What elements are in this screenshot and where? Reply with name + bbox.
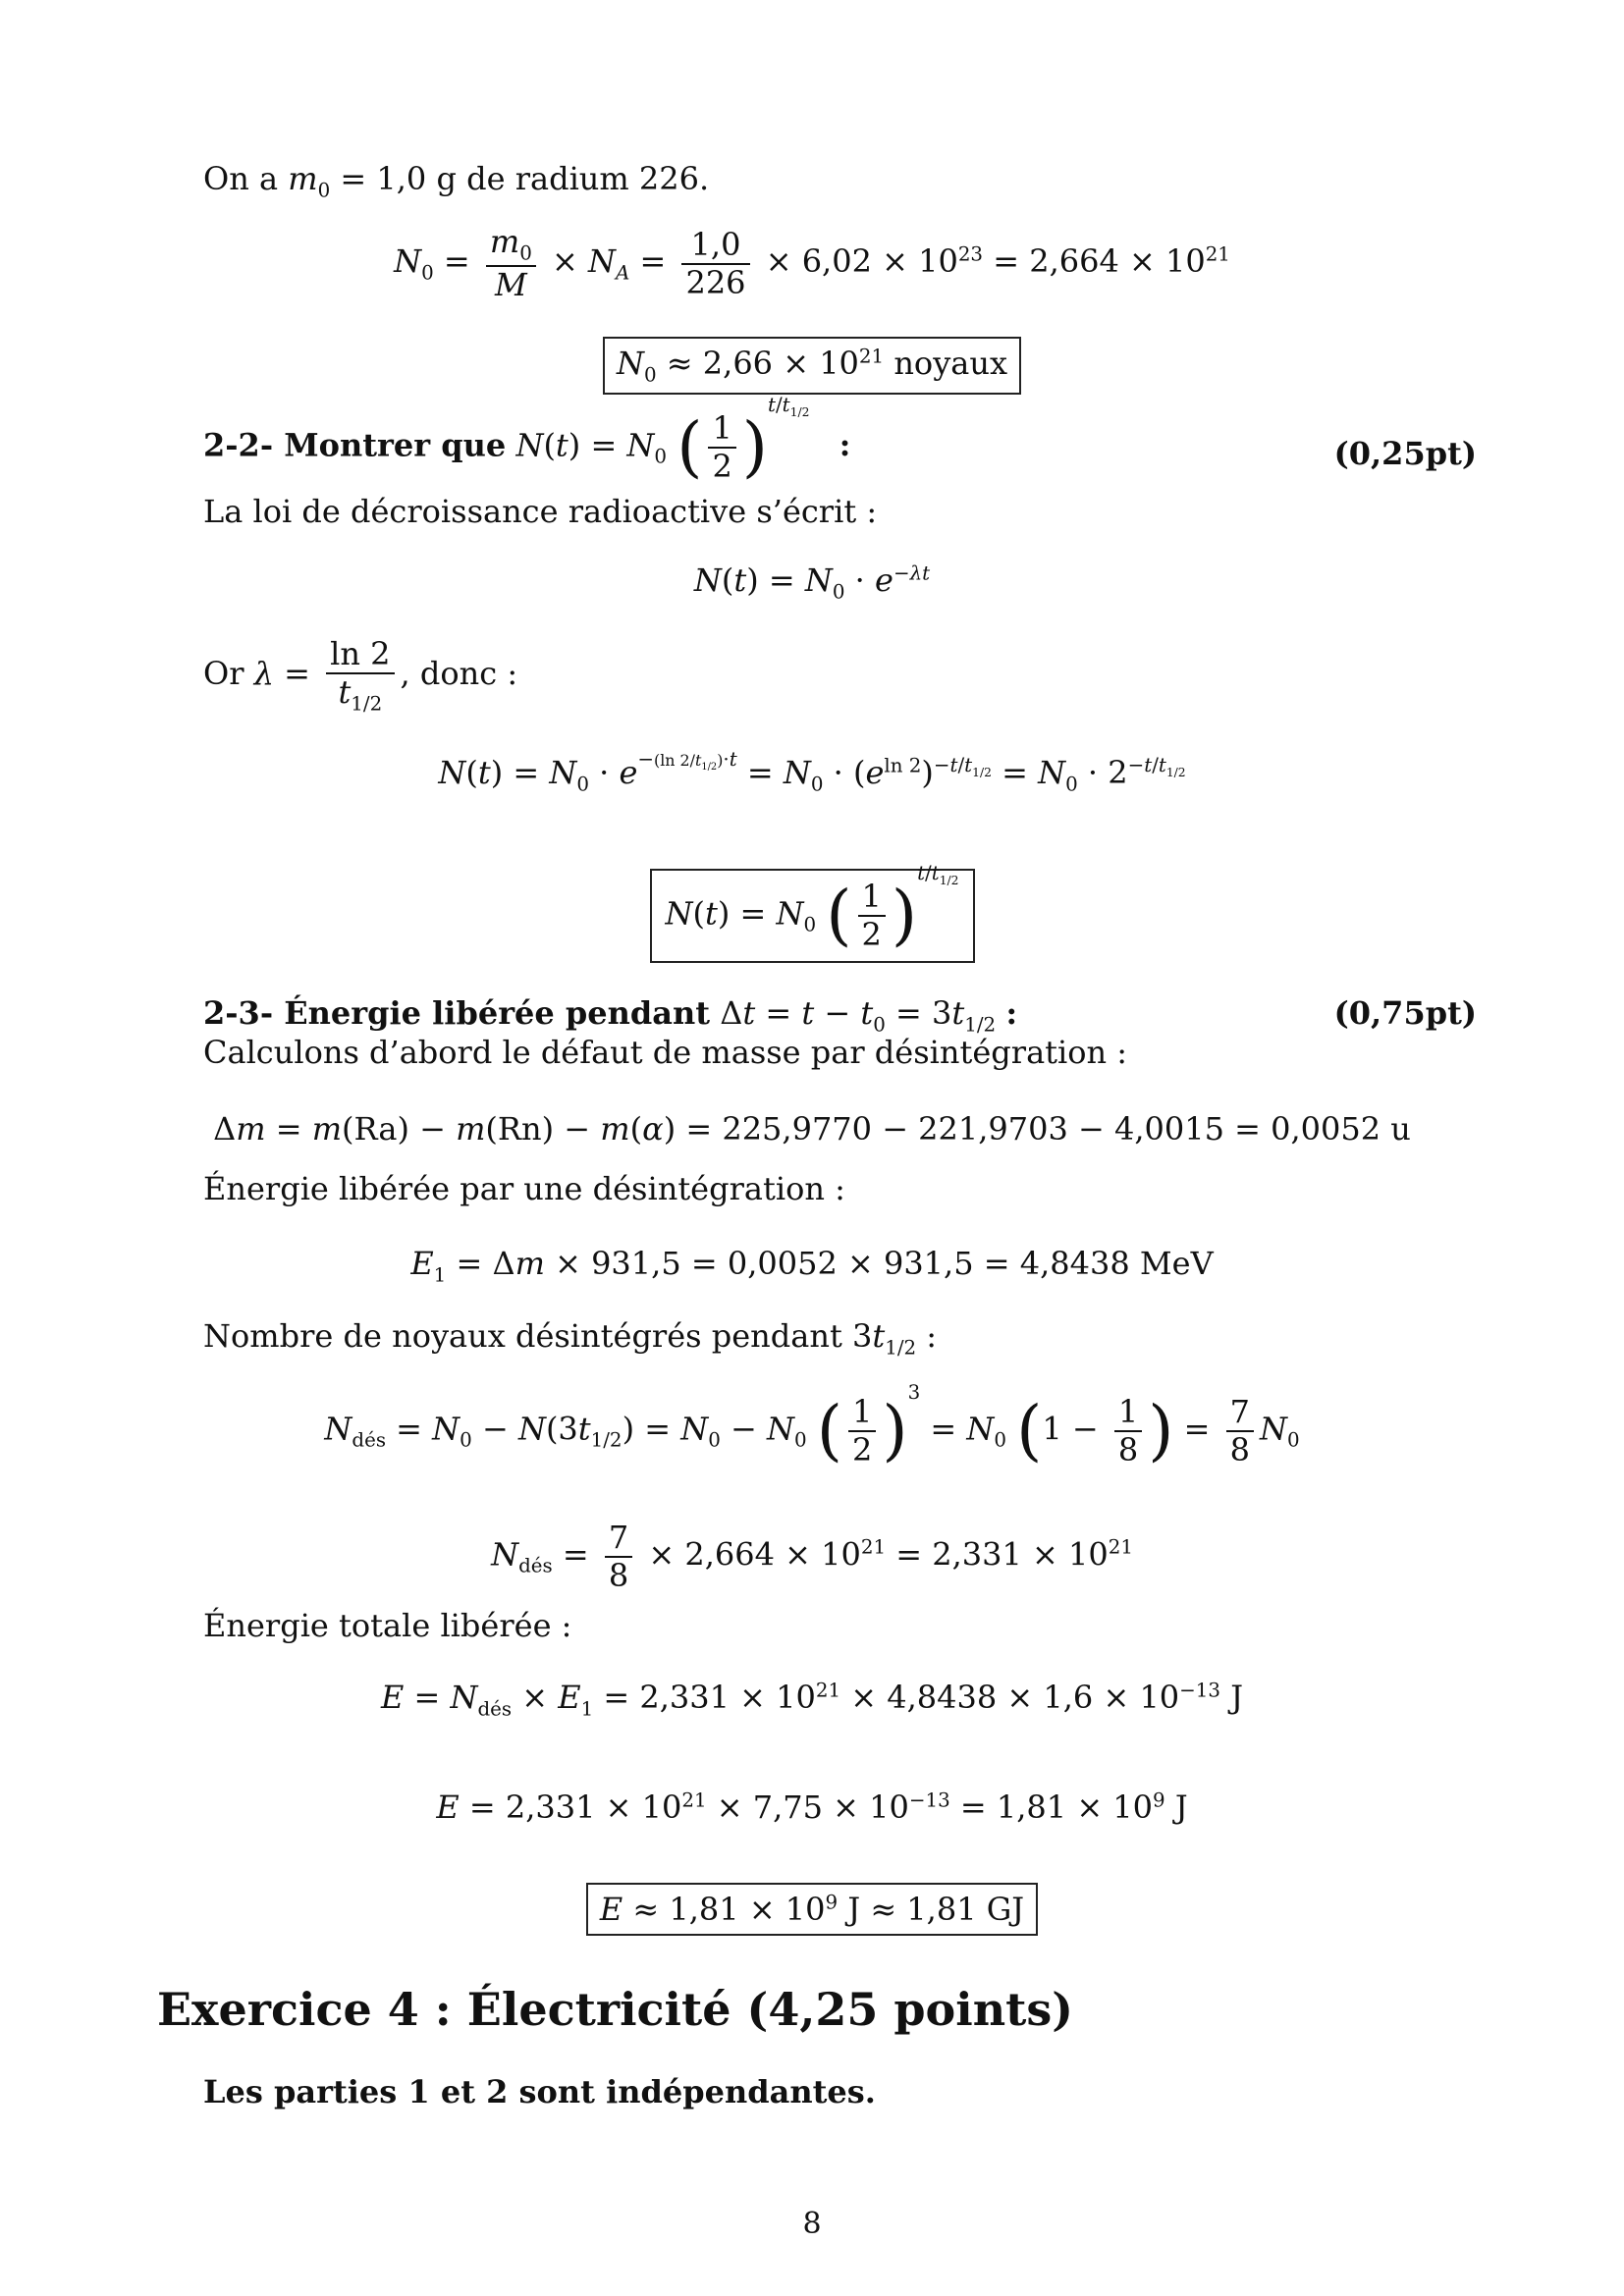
page-number: 8: [802, 2207, 822, 2241]
points-2-3: (0,75pt): [1333, 994, 1477, 1032]
equation-e1: $E_1 = \Delta m \times 931,5 = 0,0052 \times 931,5 = 4,8438$ MeV: [410, 1245, 1214, 1287]
equation-mass-defect: Δm = m(Ra) − m(Rn) − m(α) = 225,9770 − 221,9703 − 4,0015 = 0,0052 u: [213, 1110, 1411, 1148]
boxed-result-energy: $E \approx 1,81 \times 10^9$ J ≈ 1,81 GJ: [0, 1883, 1624, 1936]
points-2-2: (0,25pt): [1333, 435, 1477, 472]
parts-note: Les parties 1 et 2 sont indépendantes.: [203, 2073, 876, 2110]
question-2-3: 2-3- Énergie libérée pendant $\Delta t = t - t_0 = 3t_{1/2}$ :: [203, 994, 1018, 1037]
text-e1: Énergie libérée par une désintégration :: [203, 1170, 845, 1207]
equation-e-result: $E = 2,331 \times 10^{21} \times 7,75 \times 10^{-13} = 1,81 \times 10^9$ J: [436, 1789, 1188, 1826]
equation-ndes-1: $N_{dés} = N_0 - N(3t_{1/2}) = N_0 - N_0$ ( $\frac{1}{2}$ )$^3 = N_0$ (1 − $\frac{1}{8}$ ) = $\frac{7}{8}$ $N_0$: [324, 1380, 1300, 1469]
equation-ndes-2: $N_{dés}$ = $\frac{7}{8}$ × $2,664 \times 10^{21} = 2,331 \times 10^{21}$: [491, 1519, 1133, 1594]
text-loi: La loi de décroissance radioactive s’écrit :: [203, 493, 878, 530]
exercise-heading: Exercice 4 : Électricité (4,25 points): [157, 1983, 1074, 2036]
text-ndes: Nombre de noyaux désintégrés pendant $3t_{1/2}$ :: [203, 1317, 938, 1360]
boxed-result-law: $N(t) = N_0$ ( $\frac{1}{2}$ )$^{t/t_{1/2}}$: [0, 869, 1624, 963]
text-lambda: Or λ = $\frac{\ln 2}{t_{1/2}}$ , donc :: [203, 635, 518, 716]
equation-transform: $N(t) = N_0 \cdot e^{-(ln 2/t_{1/2})\cdot t} = N_0 \cdot (e^{ln 2})^{-t/t_{1/2}} = N_0 \cdot 2^{-t/t_{1/2}}$: [438, 748, 1186, 796]
equation-n0-calc: $N_0$ = $\frac{m_0}{M}$ × $N_A$ = $\frac{1,0}{226}$ × $6,02 \times 10^{23} = 2,664 \times 10^{21}$: [394, 223, 1230, 304]
text-energie-totale: Énergie totale libérée :: [203, 1607, 572, 1644]
boxed-result-n0: $N_0 \approx 2,66 \times 10^{21}$ noyaux: [0, 337, 1624, 395]
question-2-2: 2-2- Montrer que $N(t) = N_0$ ( $\frac{1}{2}$ )$^{t/t_{1/2}}$ :: [203, 393, 851, 486]
text-defaut-masse: Calculons d’abord le défaut de masse par désintégration :: [203, 1034, 1128, 1071]
intro-text: On a $m_0 = 1,0$ g de radium 226.: [203, 160, 710, 202]
equation-e-total: $E = N_{dés} \times E_1 = 2,331 \times 10^{21} \times 4,8438 \times 1,6 \times 10^{-13}$ J: [380, 1679, 1244, 1721]
equation-decay: $N(t) = N_0 \cdot e^{-\lambda t}$: [693, 561, 931, 604]
